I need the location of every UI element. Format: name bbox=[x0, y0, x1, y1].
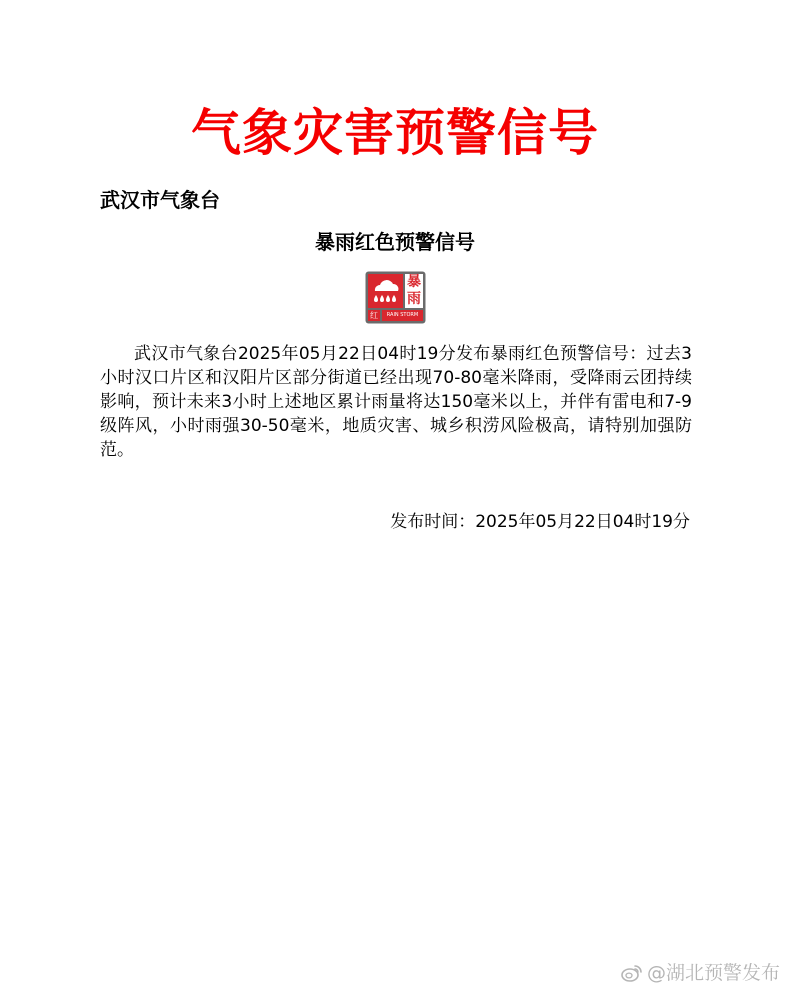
issuer-name: 武汉市气象台 bbox=[100, 188, 220, 212]
signal-icon-level: 红 bbox=[370, 311, 378, 320]
rainstorm-red-warning-icon bbox=[365, 271, 426, 324]
watermark bbox=[621, 961, 780, 985]
publish-time: 发布时间：2025年05月22日04时19分 bbox=[390, 512, 690, 532]
signal-icon-label-top: 暴 bbox=[407, 274, 421, 290]
watermark-text: @湖北预警发布 bbox=[646, 962, 780, 984]
signal-title: 暴雨红色预警信号 bbox=[315, 230, 475, 254]
warning-content: 武汉市气象台2025年05月22日04时19分发布暴雨红色预警信号：过去3小时汉口片区和汉阳片区部分街道已经出现70-80毫米降雨，受降雨云团持续影响，预计未来3小时上述地区累计雨量将达150毫米以上，并伴有雷电和7-9级阵风，小时雨强30-50毫米，地质灾害、城乡积涝风险极高，请特别加强防范。 bbox=[100, 344, 692, 460]
weibo-icon bbox=[621, 963, 643, 983]
page-title: 气象灾害预警信号 bbox=[191, 104, 599, 162]
signal-icon-level-en: RAIN STORM bbox=[386, 312, 419, 318]
signal-icon-label-bottom: 雨 bbox=[407, 291, 421, 307]
